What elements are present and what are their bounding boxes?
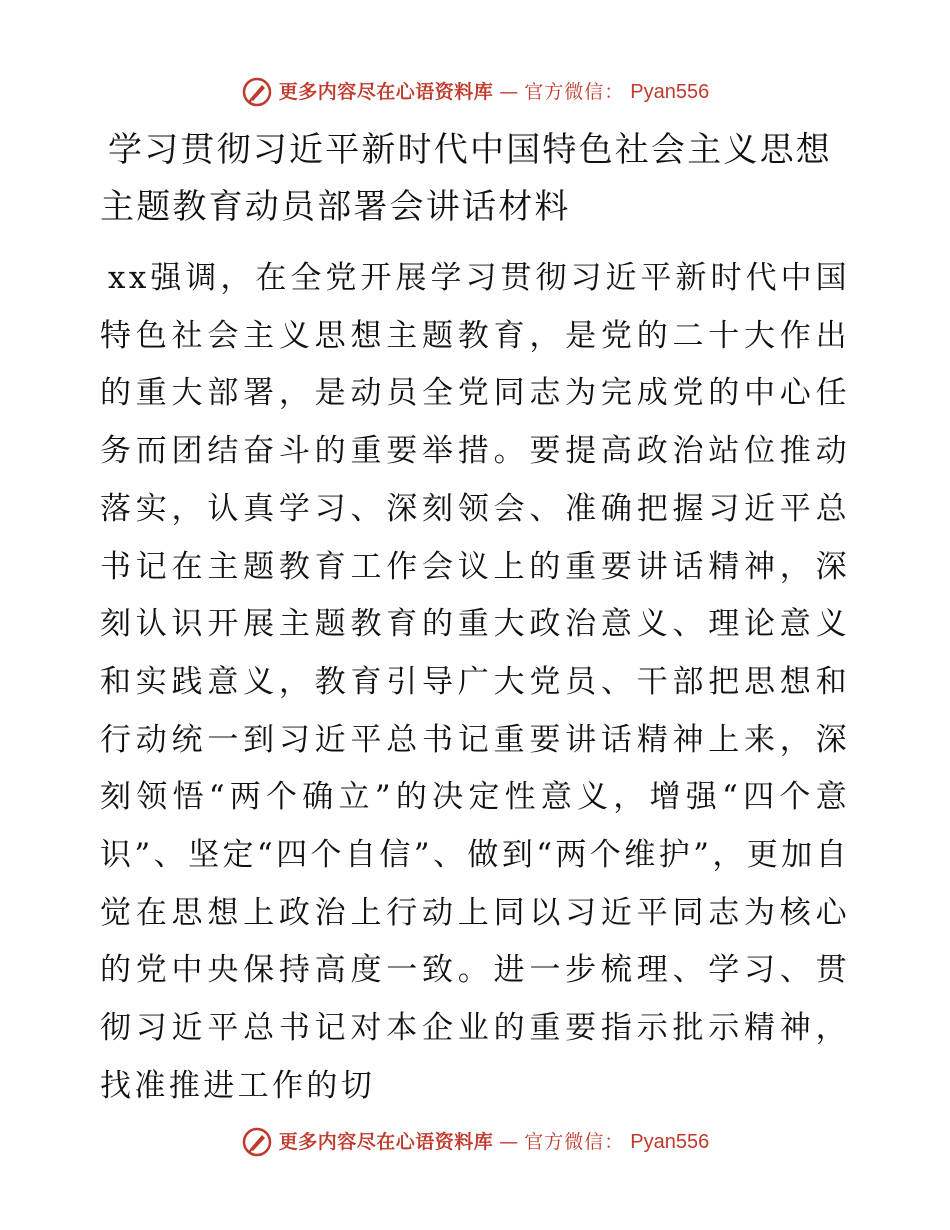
header-separator: — bbox=[499, 81, 519, 103]
footer-wechat-id: Pyan556 bbox=[630, 1131, 710, 1153]
footer-slogan: 更多内容尽在心语资料库 bbox=[278, 1131, 494, 1153]
header-wechat-label: 官方微信： bbox=[524, 81, 625, 103]
pen-logo-icon bbox=[241, 1126, 273, 1158]
header-wechat-id: Pyan556 bbox=[630, 81, 710, 103]
footer-separator: — bbox=[499, 1131, 519, 1153]
header-slogan: 更多内容尽在心语资料库 bbox=[278, 81, 494, 103]
footer-wechat-label: 官方微信： bbox=[524, 1131, 625, 1153]
header-banner bbox=[0, 76, 950, 108]
footer-banner bbox=[0, 1126, 950, 1158]
document-title: 学习贯彻习近平新时代中国特色社会主义思想主题教育动员部署会讲话材料 bbox=[100, 130, 832, 227]
document-body: xx强调，在全党开展学习贯彻习近平新时代中国特色社会主义思想主题教育，是党的二十大作出的重大部署，是动员全党同志为完成党的中心任务而团结奋斗的重要举措。要提高政治站位推动落实，认真学习、深刻领会、准确把握习近平总书记在主题教育工作会议上的重要讲话精神，深刻认识开展主题教育的重大政治意义、理论意义和实践意义，教育引导广大党员、干部把思想和行动统一到习近平总书记重要讲话精神上来，深刻领悟“两个确立”的决定性意义，增强“四个意识”、坚定“四个自信”、做到“两个维护”，更加自觉在思想上政治上行动上同以习近平同志为核心的党中央保持高度一致。进一步梳理、学习、贯彻习近平总书记对本企业的重要指示批示精神，找准推进工作的切 bbox=[100, 260, 850, 1104]
pen-logo-icon bbox=[241, 76, 273, 108]
